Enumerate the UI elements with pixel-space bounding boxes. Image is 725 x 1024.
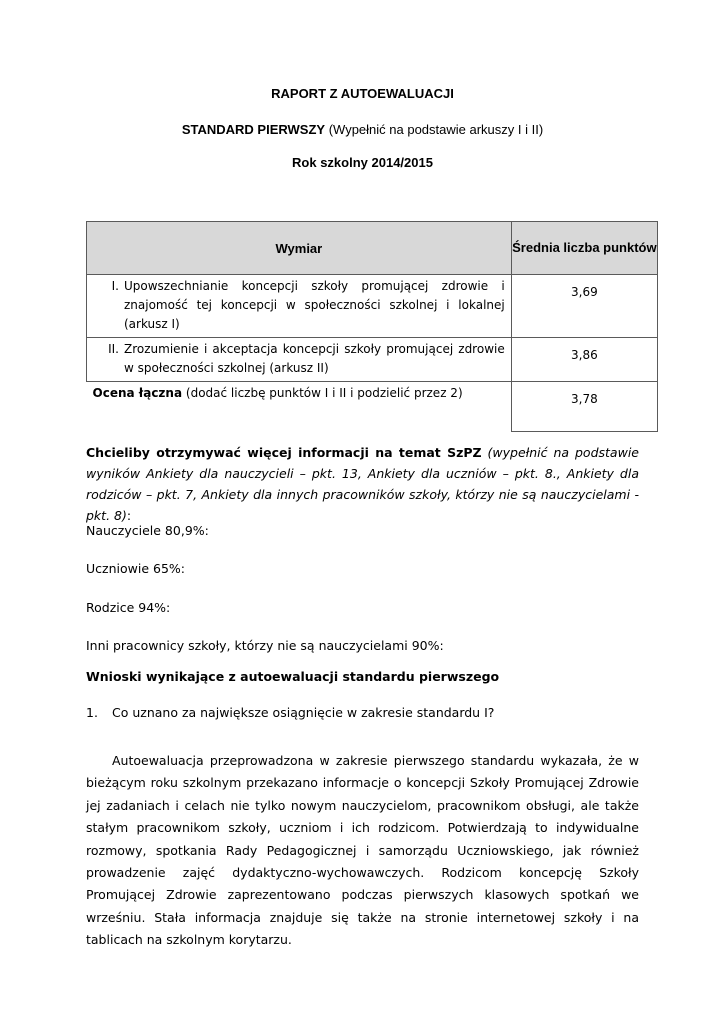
standard-heading xyxy=(0,122,725,137)
question-text: Co uznano za największe osiągnięcie w zakresie standardu I? xyxy=(111,705,495,720)
total-note: (dodać liczbę punktów I i II i podzielić przez 2) xyxy=(185,386,463,400)
row-text: Upowszechnianie koncepcji szkoły promującej zdrowie i znajomość tej koncepcji w społeczności szkolnej i lokalnej (arkusz I) xyxy=(124,279,505,331)
average-value: 3,69 xyxy=(511,275,657,338)
total-label: Ocena łączna xyxy=(92,386,183,400)
question-number: 1. xyxy=(86,705,98,720)
column-header-dimension: Wymiar xyxy=(87,222,512,275)
total-label-cell xyxy=(87,382,512,432)
info-request-paragraph xyxy=(86,442,639,526)
standard-name: STANDARD PIERWSZY xyxy=(181,122,326,137)
result-other-staff: Inni pracownicy szkoły, którzy nie są nauczycielami 90%: xyxy=(86,638,444,653)
question-1 xyxy=(86,702,639,723)
total-value: 3,78 xyxy=(511,382,657,432)
info-request-instructions: (wypełnić na podstawie wyników Ankiety dla nauczycieli – pkt. 13, Ankiety dla uczniów – pkt. 8., Ankiety dla rodziców – pkt. 7, Ankiety dla innych pracowników szkoły, którzy nie są nauczycielami - pkt. 8) xyxy=(86,445,639,523)
average-value: 3,86 xyxy=(511,338,657,382)
row-text: Zrozumienie i akceptacja koncepcji szkoły promującej zdrowie w społeczności szkolnej (arkusz II) xyxy=(124,342,505,375)
result-teachers: Nauczyciele 80,9%: xyxy=(86,523,209,538)
result-students: Uczniowie 65%: xyxy=(86,561,185,576)
standard-note: (Wypełnić na podstawie arkuszy I i II) xyxy=(328,122,544,137)
info-request-colon: : xyxy=(126,508,132,523)
table-row xyxy=(87,338,658,382)
report-title: RAPORT Z AUTOEWALUACJI xyxy=(271,86,454,101)
dimension-cell xyxy=(87,338,512,382)
result-parents: Rodzice 94%: xyxy=(86,600,171,615)
dimension-cell xyxy=(87,275,512,338)
school-year: Rok szkolny 2014/2015 xyxy=(292,155,433,170)
column-header-average: Średnia liczba punktów xyxy=(511,222,657,275)
paragraph-text: Autoewaluacja przeprowadzona w zakresie pierwszego standardu wykazała, że w bieżącym roku szkolnym przekazano informacje o koncepcji Szkoły Promującej Zdrowie jej zadaniach i celach nie tylko nowym nauczycielom, pracownikom obsługi, ale także stałym pracownikom szkoły, uczniom i ich rodzicom. Potwierdzają to indywidualne rozmowy, spotkania Rady Pedagogicznej i samorządu Uczniowskiego, jak również prowadzenie zajęć dydaktyczno-wychowawczych. Rodzicom koncepcję Szkoły Promującej Zdrowie zaprezentowano podczas pierwszych klasowych spotkań we wrześniu. Stała informacja znajduje się także na stronie internetowej szkoły i na tablicach na szkolnym korytarzu. xyxy=(86,753,639,948)
conclusions-heading: Wnioski wynikające z autoewaluacji standardu pierwszego xyxy=(86,669,500,684)
row-number: I. xyxy=(111,279,119,293)
table-row xyxy=(87,275,658,338)
info-request-bold: Chcieliby otrzymywać więcej informacji na temat SzPZ xyxy=(86,445,482,460)
total-row xyxy=(87,382,658,432)
score-table xyxy=(86,221,658,432)
row-number: II. xyxy=(108,342,119,356)
conclusion-paragraph xyxy=(86,750,639,952)
table-header-row xyxy=(87,222,658,275)
